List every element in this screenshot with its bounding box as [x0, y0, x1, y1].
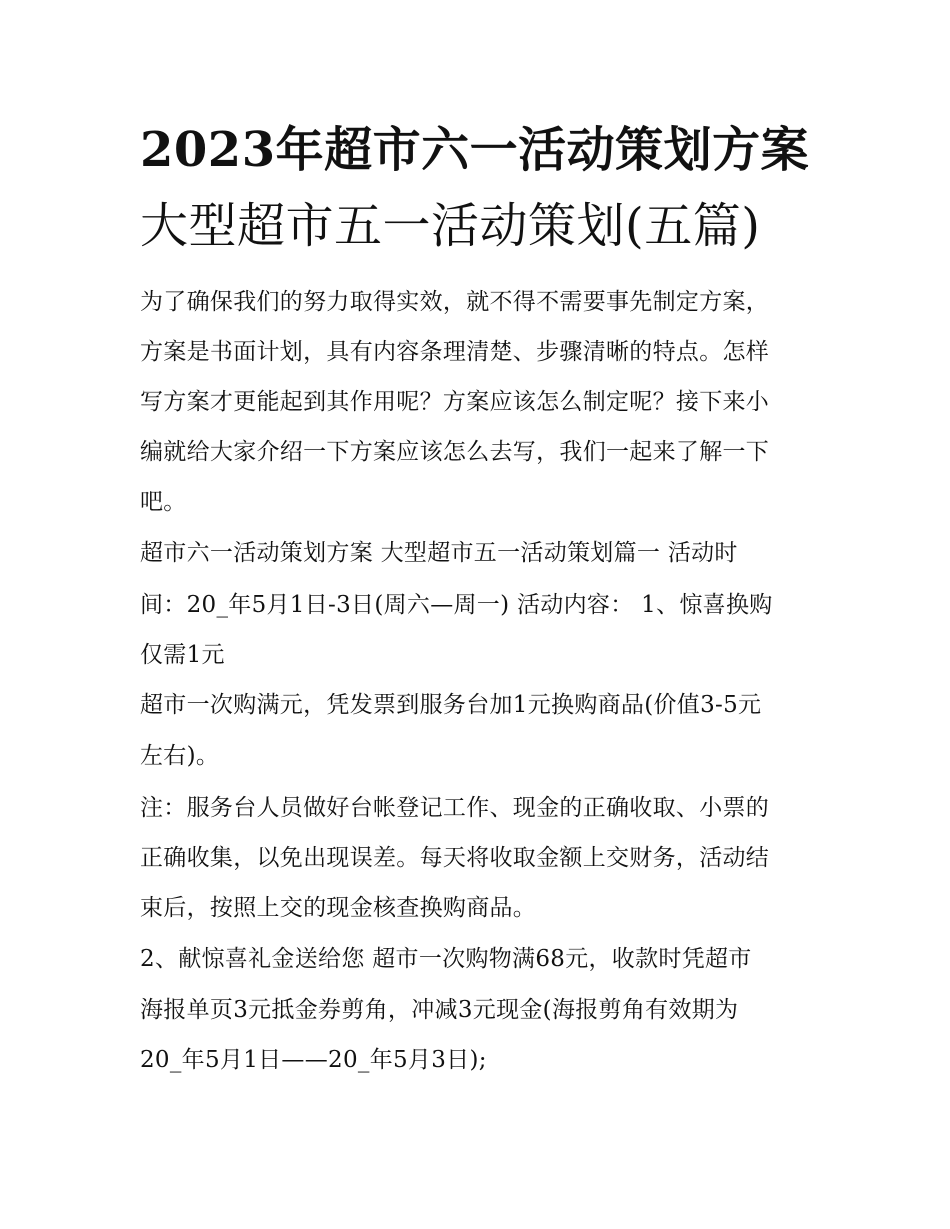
body-text-line: 编就给大家介绍一下方案应该怎么去写，我们一起来了解一下 — [140, 439, 770, 465]
body-text-line: 写方案才更能起到其作用呢？方案应该怎么制定呢？接下来小 — [140, 389, 770, 415]
document-title-line-1: 2023年超市六一活动策划方案 — [140, 122, 810, 178]
body-text-line: 束后，按照上交的现金核查换购商品。 — [140, 895, 537, 921]
body-text-line: 间：20_年5月1日-3日(周六—周一) 活动内容： 1、惊喜换购 — [140, 592, 773, 618]
body-text-line: 20_年5月1日——20_年5月3日); — [140, 1047, 487, 1073]
body-text-line: 海报单页3元抵金券剪角，冲减3元现金(海报剪角有效期为 — [140, 997, 739, 1023]
body-text-line: 左右)。 — [140, 743, 220, 769]
document-title-line-2: 大型超市五一活动策划(五篇) — [140, 198, 761, 254]
body-text-line: 为了确保我们的努力取得实效，就不得不需要事先制定方案， — [140, 289, 770, 315]
body-text-line: 方案是书面计划，具有内容条理清楚、步骤清晰的特点。怎样 — [140, 339, 770, 365]
body-text-line: 超市六一活动策划方案 大型超市五一活动策划篇一 活动时 — [140, 540, 738, 566]
body-text-line: 2、献惊喜礼金送给您 超市一次购物满68元，收款时凭超市 — [140, 946, 752, 972]
body-text-line: 超市一次购满元，凭发票到服务台加1元换购商品(价值3-5元 — [140, 692, 762, 718]
body-text-line: 仅需1元 — [140, 642, 225, 668]
body-text-line: 正确收集，以免出现误差。每天将收取金额上交财务，活动结 — [140, 845, 770, 871]
body-text-line: 注：服务台人员做好台帐登记工作、现金的正确收取、小票的 — [140, 795, 770, 821]
body-text-line: 吧。 — [140, 489, 187, 515]
